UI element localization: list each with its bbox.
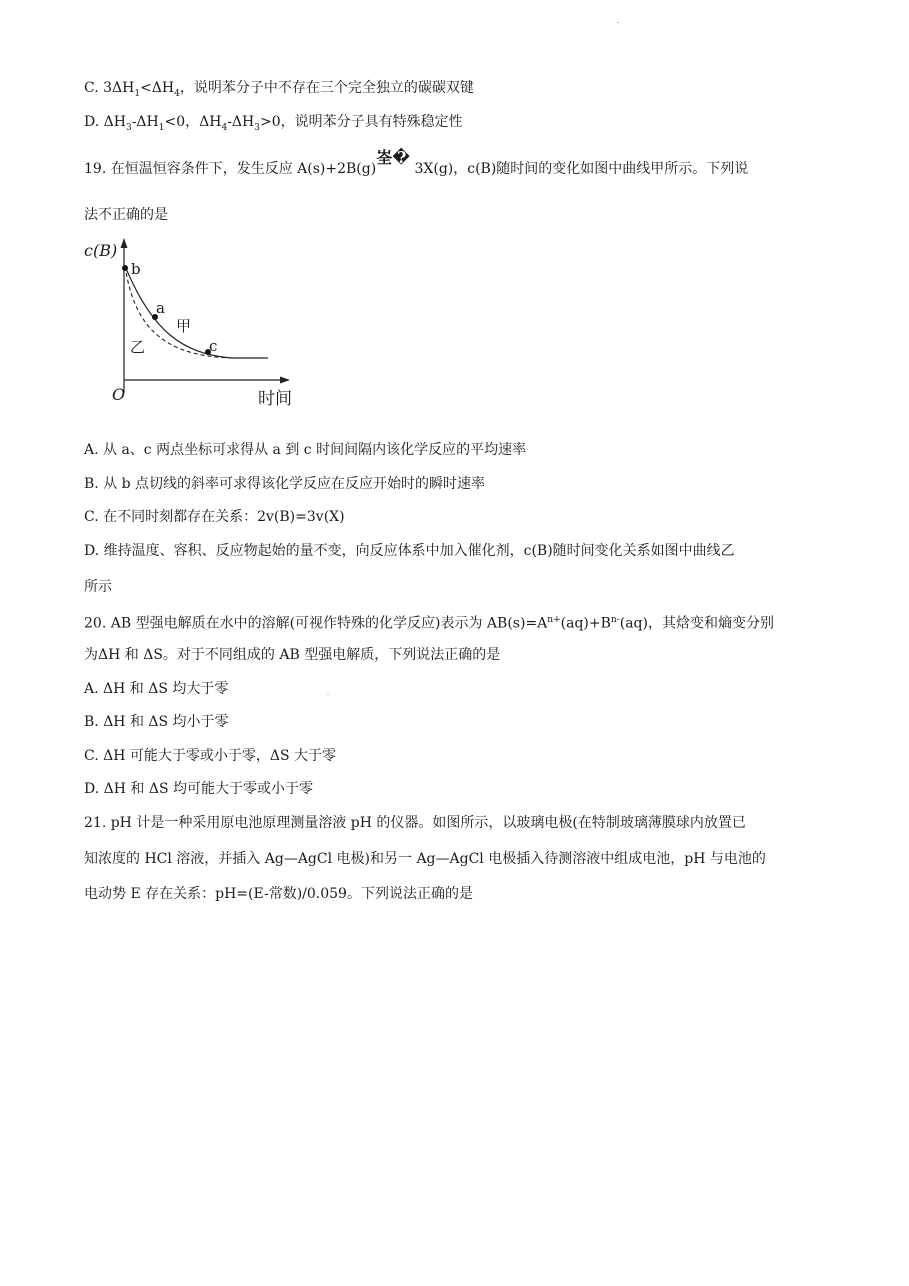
curve-jia-label: 甲 bbox=[176, 317, 192, 335]
q21-stem-line1: 21. pH 计是一种采用原电池原理测量溶液 pH 的仪器。如图所示，以玻璃电极(在特制玻璃薄膜球内放置已 bbox=[84, 815, 746, 831]
q19-stem: 19. 在恒温恒容条件下，发生反应 A(s)+2B(g)峑� 3X(g)，c(B)随时间的变化如图中曲线甲所示。下列说 bbox=[84, 148, 749, 177]
q20-stem: 20. AB 型强电解质在水中的溶解(可视作特殊的化学反应)表示为 $AB(s)=A^{n+}(aq)+B^{n-}(aq)$，其焓变和熵变分别 bbox=[84, 615, 774, 632]
origin-label: O bbox=[112, 385, 126, 404]
header-mark: . bbox=[617, 16, 620, 25]
q19-option-b: B. 从 b 点切线的斜率可求得该化学反应在反应开始时的瞬时速率 bbox=[84, 476, 486, 492]
point-c-label: c bbox=[209, 337, 218, 355]
q20-option-d: D. ΔH 和 ΔS 均可能大于零或小于零 bbox=[84, 781, 313, 797]
q19-option-a: A. 从 a、c 两点坐标可求得从 a 到 c 时间间隔内该化学反应的平均速率 bbox=[84, 442, 527, 458]
q19-stem-line2: 法不正确的是 bbox=[84, 207, 168, 223]
y-axis-arrow bbox=[121, 238, 128, 248]
point-b-label: b bbox=[131, 260, 141, 278]
curve-jia bbox=[125, 266, 268, 358]
q19-option-d-line2: 所示 bbox=[84, 579, 112, 595]
q20-stem-line2: 为ΔH 和 ΔS。对于不同组成的 AB 型强电解质，下列说法正确的是 bbox=[84, 647, 501, 663]
stray-mark: _ bbox=[326, 686, 330, 695]
q19-option-d: D. 维持温度、容积、反应物起始的量不变，向反应体系中加入催化剂，c(B)随时间变化关系如图中曲线乙 bbox=[84, 543, 735, 559]
y-axis-label: c(B) bbox=[84, 241, 118, 260]
q21-stem-line3: 电动势 E 存在关系：pH=(E-常数)/0.059。下列说法正确的是 bbox=[84, 886, 473, 902]
q19-option-c: C. 在不同时刻都存在关系：2v(B)=3v(X) bbox=[84, 509, 345, 525]
q20-option-c: C. ΔH 可能大于零或小于零，ΔS 大于零 bbox=[84, 748, 337, 764]
x-axis-arrow bbox=[280, 377, 290, 384]
q18-option-c: C. $3\Delta H_1<\Delta H_4$，说明苯分子中不存在三个完全独立的碳碳双键 bbox=[84, 80, 474, 99]
point-a-label: a bbox=[156, 299, 165, 317]
reversible-arrow-glyph: 峑� bbox=[376, 148, 411, 167]
q20-option-b: B. ΔH 和 ΔS 均小于零 bbox=[84, 714, 229, 730]
q18-option-d: D. $\Delta H_3-\Delta H_1<0$，$\Delta H_4-\Delta H_3>0$，说明苯分子具有特殊稳定性 bbox=[84, 114, 463, 133]
curve-yi-label: 乙 bbox=[130, 338, 146, 356]
concentration-time-graph bbox=[82, 236, 302, 412]
q21-stem-line2: 知浓度的 HCl 溶液，并插入 Ag—AgCl 电极)和另一 Ag—AgCl 电极插入待测溶液中组成电池，pH 与电池的 bbox=[84, 851, 766, 867]
x-axis-label: 时间 bbox=[258, 389, 292, 409]
point-b-marker bbox=[122, 265, 128, 271]
q20-option-a: A. ΔH 和 ΔS 均大于零 bbox=[84, 681, 229, 697]
